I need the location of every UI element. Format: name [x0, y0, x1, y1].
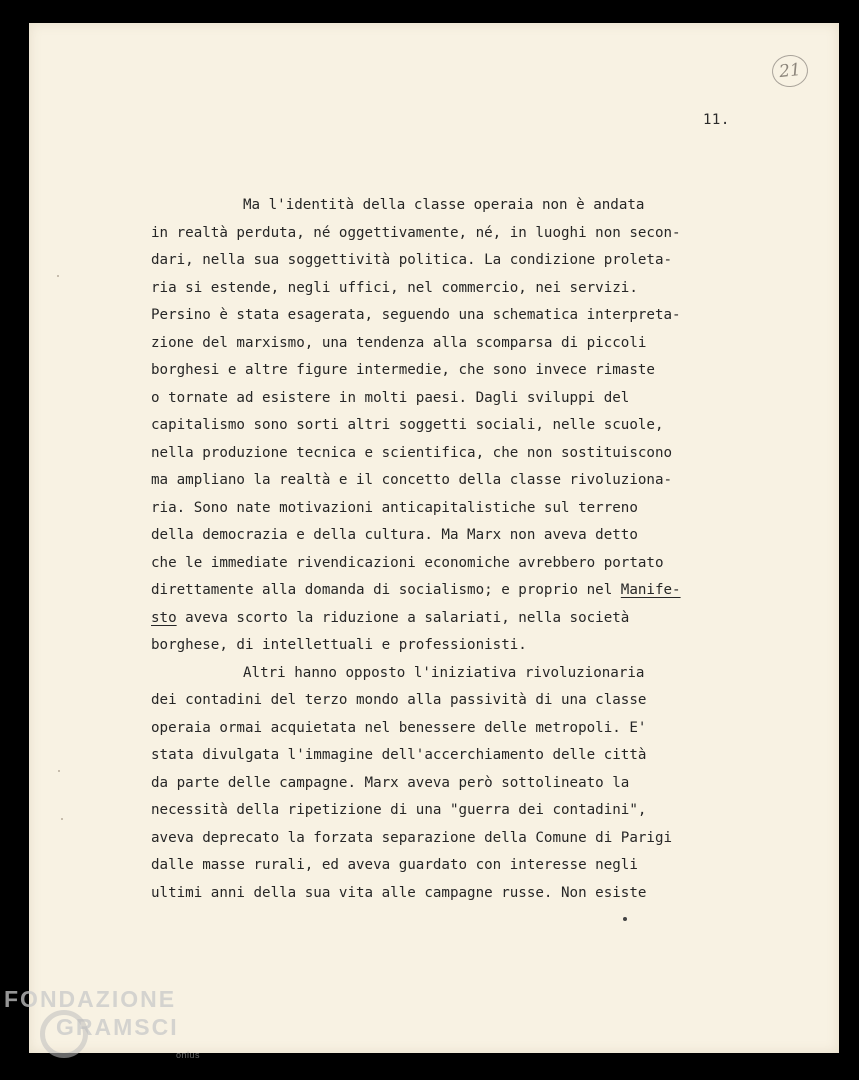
- text-line: ria si estende, negli uffici, nel commercio, nei servizi.: [151, 279, 638, 296]
- text-line-part: aveva scorto la riduzione a salariati, nella società: [185, 609, 630, 626]
- underlined-title-part: sto: [151, 609, 177, 626]
- typed-body-text: [151, 192, 731, 907]
- text-line: da parte delle campagne. Marx aveva però sottolineato la: [151, 774, 630, 791]
- text-line: o tornate ad esistere in molti paesi. Dagli sviluppi del: [151, 389, 630, 406]
- text-line: dalle masse rurali, ed aveva guardato con interesse negli: [151, 857, 638, 873]
- ink-dot: [623, 917, 627, 921]
- text-line-part: direttamente alla domanda di socialismo; e proprio nel: [151, 582, 613, 598]
- watermark-subtitle: onlus: [176, 1050, 201, 1060]
- text-line: in realtà perduta, né oggettivamente, né, in luoghi non secon-: [151, 224, 681, 241]
- text-line: borghese, di intellettuali e professionisti.: [151, 637, 527, 653]
- text-line: aveva deprecato la forzata separazione della Comune di Parigi: [151, 829, 673, 846]
- text-line: [151, 577, 731, 605]
- text-line: capitalismo sono sorti altri soggetti sociali, nelle scuole,: [151, 417, 664, 433]
- paper-speck: [58, 770, 60, 772]
- text-line: dei contadini del terzo mondo alla passività di una classe: [151, 692, 647, 708]
- text-line: nella produzione tecnica e scientifica, che non sostituiscono: [151, 444, 673, 461]
- watermark-logo-icon: [40, 1010, 88, 1058]
- text-line: zione del marxismo, una tendenza alla scomparsa di piccoli: [151, 334, 647, 351]
- paper-speck: [57, 275, 59, 277]
- text-line: ma ampliano la realtà e il concetto della classe rivoluziona-: [151, 472, 673, 488]
- text-line: [151, 605, 731, 633]
- archive-number-mark: 21: [770, 53, 809, 89]
- watermark-line: GRAMSCI: [56, 1014, 179, 1040]
- page-number: 11.: [703, 112, 730, 128]
- text-line: Persino è stata esagerata, seguendo una schematica interpreta-: [151, 307, 681, 323]
- text-line: Ma l'identità della classe operaia non è andata: [243, 197, 645, 213]
- watermark-line: FONDAZIONE: [4, 986, 177, 1012]
- text-line: che le immediate rivendicazioni economiche avrebbero portato: [151, 554, 664, 571]
- text-line: operaia ormai acquietata nel benessere delle metropoli. E': [151, 719, 647, 736]
- underlined-title-part: Manife-: [620, 582, 681, 598]
- text-line: ria. Sono nate motivazioni anticapitalistiche sul terreno: [151, 499, 638, 516]
- text-line: necessità della ripetizione di una "guerra dei contadini",: [151, 802, 647, 818]
- text-line: ultimi anni della sua vita alle campagne russe. Non esiste: [151, 884, 647, 901]
- text-line: Altri hanno opposto l'iniziativa rivoluzionaria: [243, 664, 645, 681]
- text-line: della democrazia e della cultura. Ma Marx non aveva detto: [151, 527, 638, 543]
- fondazione-gramsci-watermark: [4, 985, 179, 1041]
- text-line: stata divulgata l'immagine dell'accerchiamento delle città: [151, 747, 647, 763]
- paper-speck: [61, 818, 63, 820]
- text-line: borghesi e altre figure intermedie, che sono invece rimaste: [151, 362, 655, 378]
- text-line: dari, nella sua soggettività politica. La condizione proleta-: [151, 252, 673, 268]
